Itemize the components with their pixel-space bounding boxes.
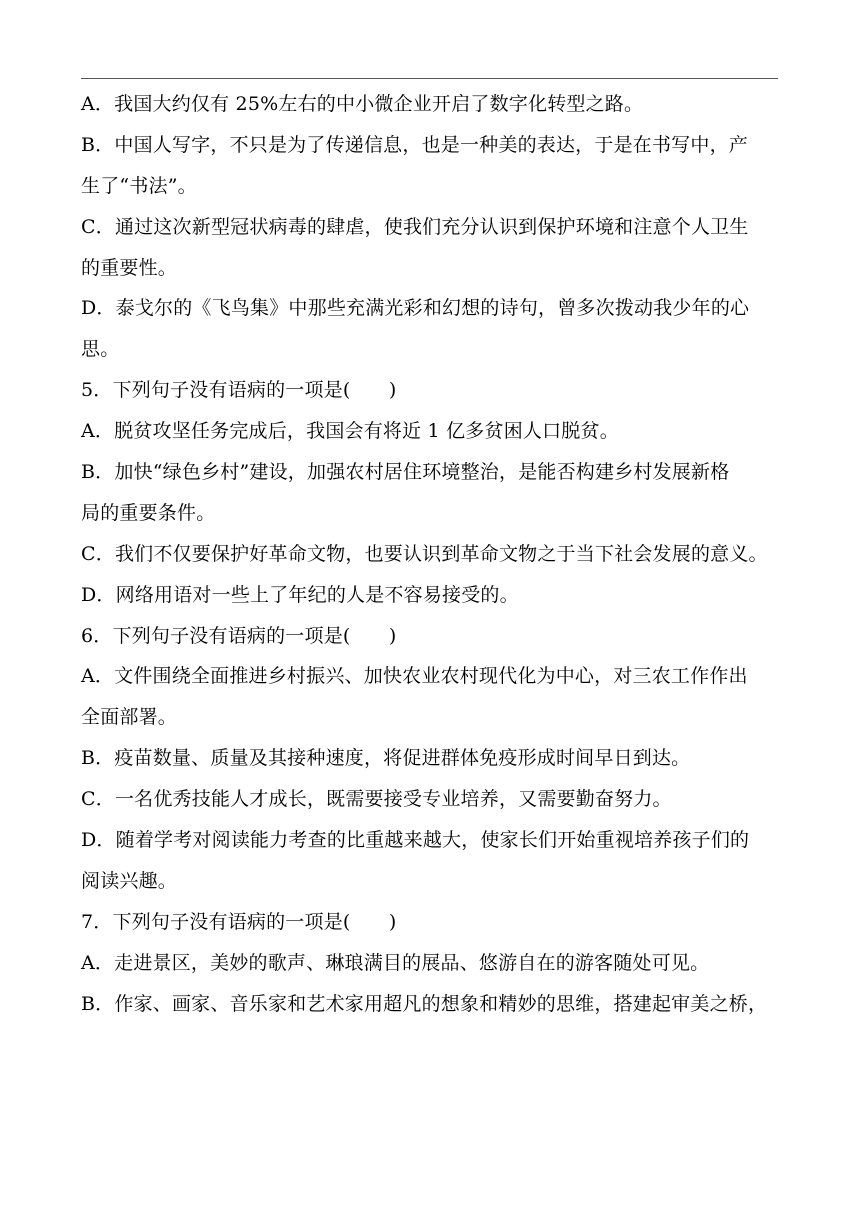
text-line: D．随着学考对阅读能力考查的比重越来越大，使家长们开始重视培养孩子们的 <box>81 829 750 852</box>
text-line: 阅读兴趣。 <box>81 869 178 892</box>
text-line: B．作家、画家、音乐家和艺术家用超凡的想象和精妙的思维，搭建起审美之桥， <box>81 992 768 1015</box>
document-body <box>81 84 781 1024</box>
text-line: C．我们不仅要保护好革命文物，也要认识到革命文物之于当下社会发展的意义。 <box>81 542 768 565</box>
text-line: 全面部署。 <box>81 706 178 729</box>
question-heading: 6．下列句子没有语病的一项是( ) <box>81 624 397 647</box>
text-line: D．网络用语对一些上了年纪的人是不容易接受的。 <box>81 583 519 606</box>
text-line: A．脱贫攻坚任务完成后，我国会有将近 1 亿多贫困人口脱贫。 <box>81 420 619 443</box>
header-rule <box>81 78 778 79</box>
text-line: 思。 <box>81 338 120 361</box>
question-heading: 5．下列句子没有语病的一项是( ) <box>81 379 397 402</box>
text-line: A．走进景区，美妙的歌声、琳琅满目的展品、悠游自在的游客随处可见。 <box>81 951 710 974</box>
text-line: 局的重要条件。 <box>81 501 216 524</box>
text-line: B．中国人写字，不只是为了传递信息，也是一种美的表达，于是在书写中，产 <box>81 133 748 156</box>
text-line: D．泰戈尔的《飞鸟集》中那些充满光彩和幻想的诗句，曾多次拨动我少年的心 <box>81 297 750 320</box>
text-line: C．通过这次新型冠状病毒的肆虐，使我们充分认识到保护环境和注意个人卫生 <box>81 215 749 238</box>
text-line: 生了“书法”。 <box>81 174 197 197</box>
text-line: B．疫苗数量、质量及其接种速度，将促进群体免疫形成时间早日到达。 <box>81 747 691 770</box>
question-heading: 7．下列句子没有语病的一项是( ) <box>81 910 397 933</box>
text-line: A．文件围绕全面推进乡村振兴、加快农业农村现代化为中心，对三农工作作出 <box>81 665 748 688</box>
text-line: 的重要性。 <box>81 256 178 279</box>
text-line: A．我国大约仅有 25%左右的中小微企业开启了数字化转型之路。 <box>81 93 644 115</box>
text-line: C．一名优秀技能人才成长，既需要接受专业培养，又需要勤奋努力。 <box>81 788 672 811</box>
text-line: B．加快“绿色乡村”建设，加强农村居住环境整治，是能否构建乡村发展新格 <box>81 461 730 484</box>
